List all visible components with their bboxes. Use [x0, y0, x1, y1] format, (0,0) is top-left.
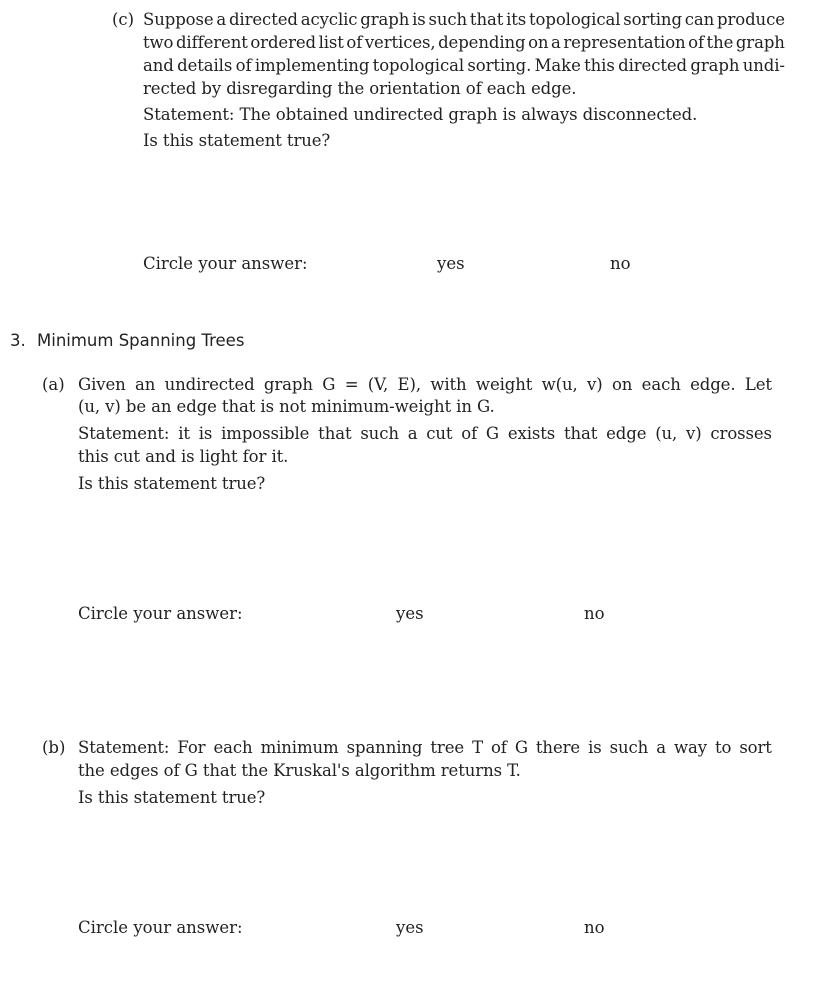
- question-c-label: (c): [112, 10, 135, 29]
- question-c-line-2: two different ordered list of vertices, depending on a representation of the graph: [143, 33, 785, 52]
- question-c-option-no[interactable]: no: [610, 254, 631, 273]
- question-c-option-yes[interactable]: yes: [437, 254, 465, 273]
- question-3a-question: Is this statement true?: [78, 474, 266, 493]
- question-3b-line-1: Statement: For each minimum spanning tree T of G there is such a way to sort: [78, 738, 772, 757]
- question-3a-label: (a): [42, 375, 65, 394]
- question-c-statement: Statement: The obtained undirected graph is always disconnected.: [143, 105, 698, 124]
- question-3b-answer-prompt: Circle your answer:: [78, 918, 243, 937]
- question-3a-line-2: (u, v) be an edge that is not minimum-weight in G.: [78, 397, 495, 416]
- question-c-line-1: Suppose a directed acyclic graph is such that its topological sorting can produce: [143, 10, 785, 29]
- question-3a-answer-prompt: Circle your answer:: [78, 604, 243, 623]
- question-3b-label: (b): [42, 738, 66, 757]
- question-c-question: Is this statement true?: [143, 131, 331, 150]
- question-3b-question: Is this statement true?: [78, 788, 266, 807]
- question-3a-statement-line-1: Statement: it is impossible that such a cut of G exists that edge (u, v) crosses: [78, 424, 772, 443]
- question-3b-line-2: the edges of G that the Kruskal's algorithm returns T.: [78, 761, 521, 780]
- section-3-heading: [10, 331, 244, 351]
- question-c-line-4: rected by disregarding the orientation of each edge.: [143, 79, 577, 98]
- question-c-line-3: and details of implementing topological sorting. Make this directed graph undi-: [143, 56, 785, 75]
- question-3a-option-no[interactable]: no: [584, 604, 605, 623]
- question-c-answer-prompt: Circle your answer:: [143, 254, 308, 273]
- question-3b-option-yes[interactable]: yes: [396, 918, 424, 937]
- section-3-number: 3.: [10, 331, 26, 350]
- question-3a-option-yes[interactable]: yes: [396, 604, 424, 623]
- question-3a-line-1: Given an undirected graph G = (V, E), with weight w(u, v) on each edge. Let: [78, 375, 772, 394]
- question-3b-option-no[interactable]: no: [584, 918, 605, 937]
- question-3a-statement-line-2: this cut and is light for it.: [78, 447, 289, 466]
- section-3-title: Minimum Spanning Trees: [37, 331, 245, 350]
